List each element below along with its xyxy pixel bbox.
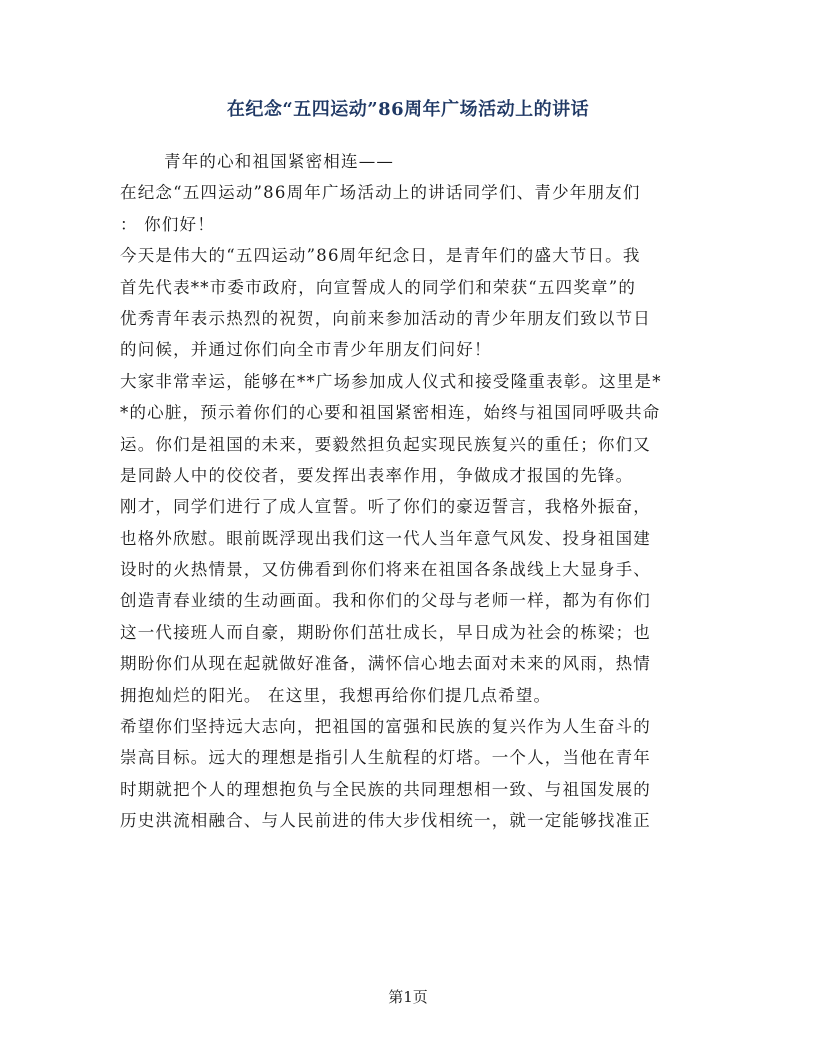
text-line: 青年的心和祖国紧密相连—— <box>164 152 395 171</box>
text-line: *的心脏，预示着你们的心要和祖国紧密相连，始终与祖国同呼吸共命 <box>120 403 661 423</box>
text-line: 创造青春业绩的生动画面。我和你们的父母与老师一样，都为有你们 <box>120 591 651 611</box>
text-line: 拥抱灿烂的阳光。 在这里，我想再给你们提几点希望。 <box>120 685 552 705</box>
document-title: 在纪念“五四运动”86周年广场活动上的讲话 <box>226 99 590 120</box>
text-line: 刚才，同学们进行了成人宣誓。听了你们的豪迈誓言，我格外振奋， <box>120 497 651 517</box>
page-number: 第1页 <box>388 988 428 1006</box>
text-line: 也格外欣慰。眼前既浮现出我们这一代人当年意气风发、投身祖国建 <box>120 528 651 548</box>
text-line: 希望你们坚持远大志向，把祖国的富强和民族的复兴作为人生奋斗的 <box>120 717 651 737</box>
text-line: 在纪念“五四运动”86周年广场活动上的讲话同学们、青少年朋友们 <box>120 183 641 203</box>
text-line: 的问候，并通过你们向全市青少年朋友们问好！ <box>120 340 492 360</box>
text-line: 期盼你们从现在起就做好准备，满怀信心地去面对未来的风雨，热情 <box>120 654 651 674</box>
text-line: 今天是伟大的“五四运动”86周年纪念日，是青年们的盛大节日。我 <box>120 246 641 266</box>
text-line: 设时的火热情景，又仿佛看到你们将来在祖国各条战线上大显身手、 <box>120 560 651 580</box>
text-line: 历史洪流相融合、与人民前进的伟大步伐相统一，就一定能够找准正 <box>120 811 651 831</box>
document-body <box>120 146 686 837</box>
text-line: 优秀青年表示热烈的祝贺，向前来参加活动的青少年朋友们致以节日 <box>120 308 651 328</box>
text-line: 运。你们是祖国的未来，要毅然担负起实现民族复兴的重任；你们又 <box>120 434 651 454</box>
text-line: ： 你们好！ <box>120 214 215 234</box>
text-line: 崇高目标。远大的理想是指引人生航程的灯塔。一个人，当他在青年 <box>120 748 651 768</box>
text-line: 是同龄人中的佼佼者，要发挥出表率作用，争做成才报国的先锋。 <box>120 465 634 485</box>
text-line: 时期就把个人的理想抱负与全民族的共同理想相一致、与祖国发展的 <box>120 779 651 799</box>
text-line: 首先代表**市委市政府，向宣誓成人的同学们和荣获“五四奖章”的 <box>120 277 637 297</box>
text-line: 大家非常幸运，能够在**广场参加成人仪式和接受隆重表彰。这里是* <box>120 371 662 391</box>
text-line: 这一代接班人而自豪，期盼你们茁壮成长，早日成为社会的栋梁；也 <box>120 622 651 642</box>
